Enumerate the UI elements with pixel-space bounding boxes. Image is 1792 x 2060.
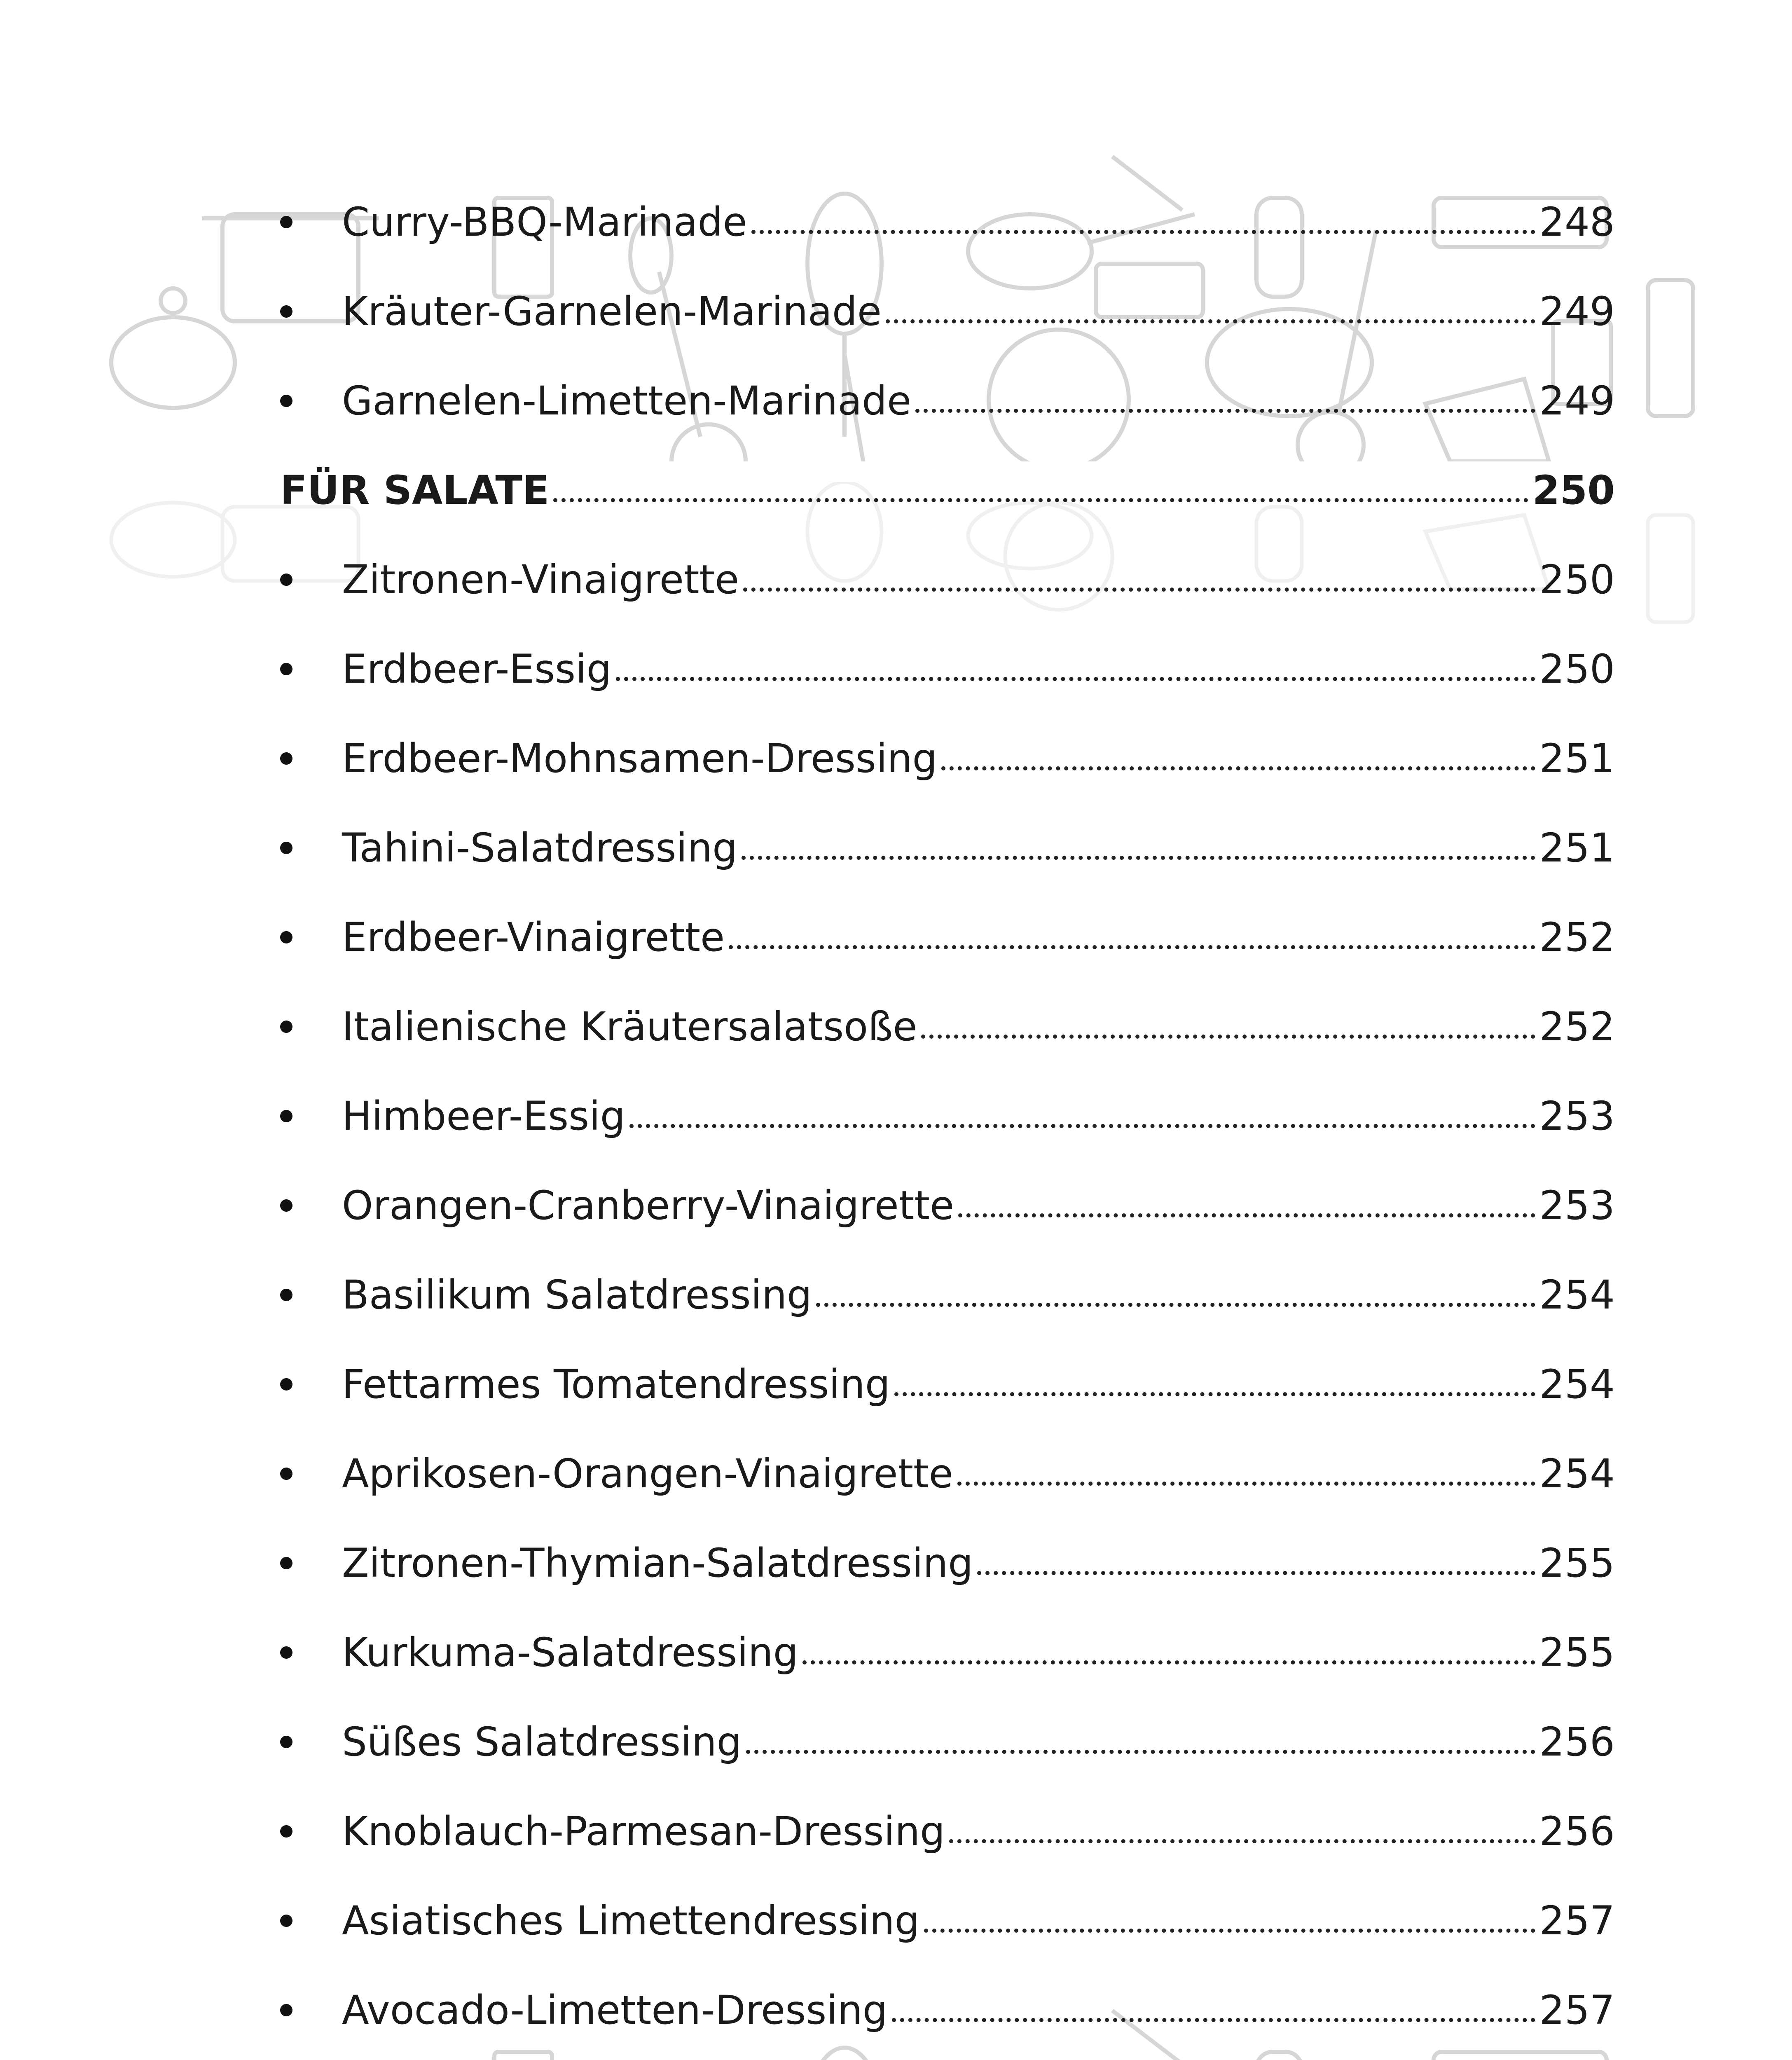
bullet-icon — [280, 1378, 292, 1390]
bullet-icon — [280, 216, 292, 228]
bullet-icon — [280, 842, 292, 854]
toc-entry-label: Erdbeer-Vinaigrette — [342, 914, 725, 960]
toc-entry-label: Zitronen-Thymian-Salatdressing — [342, 1540, 973, 1586]
toc-entry-page: 249 — [1539, 377, 1615, 424]
toc-entry-label: Asiatisches Limettendressing — [342, 1897, 920, 1944]
dot-leader — [886, 319, 1535, 323]
bullet-icon — [280, 1199, 292, 1212]
dot-leader — [802, 1660, 1535, 1664]
toc-entry[interactable] — [280, 1161, 1615, 1250]
toc-entry[interactable] — [280, 1429, 1615, 1518]
toc-entry[interactable] — [280, 892, 1615, 982]
toc-entry-label: Orangen-Cranberry-Vinaigrette — [342, 1182, 954, 1229]
toc-entry-page: 251 — [1539, 735, 1615, 782]
toc-entry-label: Aprikosen-Orangen-Vinaigrette — [342, 1450, 953, 1497]
toc-entry-page: 255 — [1539, 1540, 1615, 1586]
bullet-icon — [280, 663, 292, 675]
toc-entry[interactable] — [280, 982, 1615, 1071]
bullet-icon — [280, 1825, 292, 1838]
toc-entry-label: Süßes Salatdressing — [342, 1718, 742, 1765]
toc-entry-page: 250 — [1539, 556, 1615, 603]
toc-entry[interactable] — [280, 1786, 1615, 1876]
table-of-contents — [280, 177, 1615, 2060]
bullet-icon — [280, 574, 292, 586]
toc-heading-page: 250 — [1532, 467, 1615, 513]
dot-leader — [921, 1035, 1535, 1039]
toc-entry[interactable] — [280, 267, 1615, 356]
toc-entry-page: 248 — [1539, 199, 1615, 245]
toc-entry-page: 254 — [1539, 1271, 1615, 1318]
toc-entry[interactable] — [280, 1339, 1615, 1429]
bullet-icon — [280, 931, 292, 943]
bullet-icon — [280, 752, 292, 765]
dot-leader — [553, 498, 1528, 502]
bullet-icon — [280, 1289, 292, 1301]
toc-entry[interactable] — [280, 1608, 1615, 1697]
toc-entry-page: 254 — [1539, 1450, 1615, 1497]
toc-entry[interactable] — [280, 2055, 1615, 2060]
toc-entry[interactable] — [280, 177, 1615, 267]
toc-entry-label: Garnelen-Limetten-Marinade — [342, 377, 912, 424]
dot-leader — [743, 588, 1535, 592]
dot-leader — [957, 1482, 1535, 1486]
dot-leader — [941, 766, 1535, 770]
toc-entry-page: 249 — [1539, 288, 1615, 335]
dot-leader — [949, 1839, 1535, 1843]
toc-entry-label: Erdbeer-Mohnsamen-Dressing — [342, 735, 938, 782]
bullet-icon — [280, 1915, 292, 1927]
toc-entry-label: Knoblauch-Parmesan-Dressing — [342, 1808, 945, 1854]
toc-entry-label: Kurkuma-Salatdressing — [342, 1629, 798, 1676]
dot-leader — [729, 945, 1535, 949]
toc-entry-page: 257 — [1539, 1897, 1615, 1944]
toc-entry-label: Zitronen-Vinaigrette — [342, 556, 739, 603]
toc-entry-label: Avocado-Limetten-Dressing — [342, 1987, 888, 2033]
dot-leader — [924, 1929, 1535, 1933]
dot-leader — [616, 677, 1535, 681]
toc-entry[interactable] — [280, 1876, 1615, 1965]
toc-entry-label: Fettarmes Tomatendressing — [342, 1361, 890, 1407]
toc-entry-label: Curry-BBQ-Marinade — [342, 199, 747, 245]
bullet-icon — [280, 1021, 292, 1033]
toc-entry-page: 256 — [1539, 1808, 1615, 1854]
toc-entry-page: 256 — [1539, 1718, 1615, 1765]
toc-entry-page: 255 — [1539, 1629, 1615, 1676]
bullet-icon — [280, 2004, 292, 2016]
dot-leader — [915, 409, 1535, 413]
toc-heading-label: FÜR SALATE — [280, 467, 550, 513]
toc-entry[interactable] — [280, 1071, 1615, 1161]
bullet-icon — [280, 1110, 292, 1122]
toc-entry-label: Erdbeer-Essig — [342, 646, 612, 692]
toc-entry-label: Basilikum Salatdressing — [342, 1271, 812, 1318]
toc-entry[interactable] — [280, 624, 1615, 714]
toc-entry[interactable] — [280, 356, 1615, 445]
toc-entry-label: Himbeer-Essig — [342, 1093, 625, 1139]
bullet-icon — [280, 1468, 292, 1480]
toc-entry-page: 254 — [1539, 1361, 1615, 1407]
toc-entry-label: Tahini-Salatdressing — [342, 824, 737, 871]
toc-entry[interactable] — [280, 1697, 1615, 1786]
toc-entry[interactable] — [280, 535, 1615, 624]
dot-leader — [816, 1303, 1535, 1307]
toc-entry-page: 252 — [1539, 1003, 1615, 1050]
toc-entry-page: 253 — [1539, 1182, 1615, 1229]
bullet-icon — [280, 395, 292, 407]
toc-entry-label: Kräuter-Garnelen-Marinade — [342, 288, 882, 335]
toc-entry[interactable] — [280, 1518, 1615, 1608]
toc-entry-page: 250 — [1539, 646, 1615, 692]
toc-entry-page: 251 — [1539, 824, 1615, 871]
toc-entry-label: Italienische Kräutersalatsoße — [342, 1003, 917, 1050]
toc-entry-page: 252 — [1539, 914, 1615, 960]
toc-entry-page: 257 — [1539, 1987, 1615, 2033]
bullet-icon — [280, 1736, 292, 1748]
dot-leader — [746, 1750, 1535, 1754]
toc-entry[interactable] — [280, 803, 1615, 892]
bullet-icon — [280, 1646, 292, 1659]
dot-leader — [977, 1571, 1535, 1575]
toc-entry[interactable] — [280, 714, 1615, 803]
dot-leader — [894, 1392, 1535, 1396]
dot-leader — [892, 2018, 1535, 2022]
bullet-icon — [280, 305, 292, 318]
dot-leader — [958, 1213, 1535, 1217]
toc-entry[interactable] — [280, 1965, 1615, 2055]
toc-entry-page: 253 — [1539, 1093, 1615, 1139]
bullet-icon — [280, 1557, 292, 1569]
dot-leader — [629, 1124, 1535, 1128]
dot-leader — [742, 856, 1535, 860]
toc-section-heading[interactable] — [280, 445, 1615, 535]
toc-entry[interactable] — [280, 1250, 1615, 1339]
dot-leader — [751, 230, 1535, 234]
